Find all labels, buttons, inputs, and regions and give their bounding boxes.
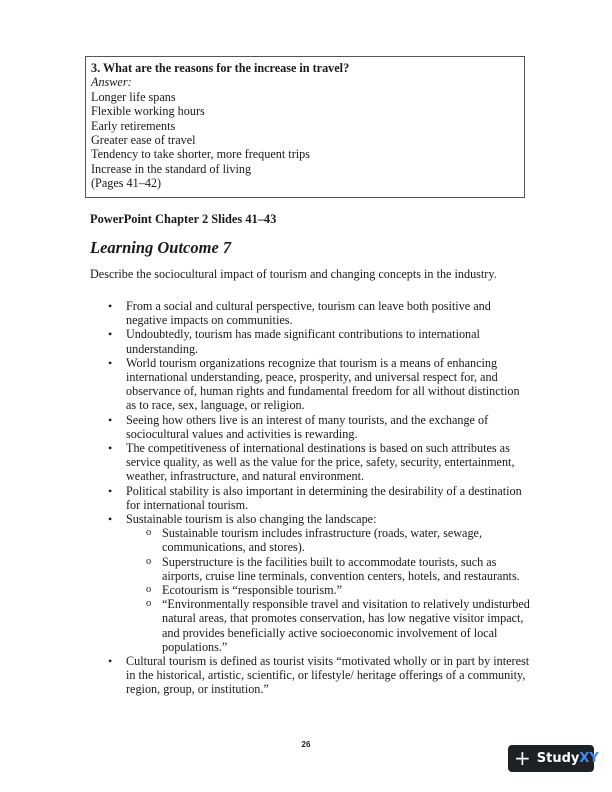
learning-outcome-description: Describe the sociocultural impact of tourism and changing concepts in the industry. (90, 267, 497, 281)
answer-page-ref: (Pages 41–42) (91, 176, 162, 191)
answer-line: Greater ease of travel (91, 133, 196, 148)
bullet-item: • From a social and cultural perspective, tourism can leave both positive and negative impacts on communities. (90, 299, 530, 327)
bullet-item-text: Sustainable tourism is also changing the landscape: (126, 512, 377, 527)
bullet-item-sustainable (90, 512, 530, 654)
answer-label: Answer: (91, 75, 132, 90)
answer-line: Flexible working hours (91, 104, 205, 119)
sub-bullet-item: o Sustainable tourism includes infrastructure (roads, water, sewage, communications, and stores). (126, 526, 530, 554)
sub-bullet-list (126, 526, 530, 654)
answer-line: Tendency to take shorter, more frequent trips (91, 147, 310, 162)
plus-icon: + (514, 745, 531, 770)
bullet-item: • The competitiveness of international destinations is based on such attributes as service quality, as well as the value for the price, safety, security, entertainment, weather, infrastructure, and natural environment. (90, 441, 530, 484)
sub-bullet-item: o “Environmentally responsible travel and visitation to relatively undisturbed natural areas, that promotes conservation, has low negative visitor impact, and provides beneficially active socioeconomic involvement of local populations.” (126, 597, 530, 654)
powerpoint-slides-reference: PowerPoint Chapter 2 Slides 41–43 (90, 212, 277, 226)
page-number: 26 (301, 740, 311, 749)
bullet-item: • World tourism organizations recognize that tourism is a means of enhancing international understanding, peace, prosperity, and universal respect for, and observance of, human rights and fundamental freedom for all without distinction as to race, sex, language, or religion. (90, 356, 530, 413)
answer-line: Early retirements (91, 118, 176, 133)
bullet-item: • Seeing how others live is an interest of many tourists, and the exchange of sociocultural values and activities is rewarding. (90, 413, 530, 441)
question-heading: 3. What are the reasons for the increase in travel? (91, 61, 350, 75)
answer-line: Increase in the standard of living (91, 161, 252, 176)
learning-outcome-heading: Learning Outcome 7 (90, 238, 232, 257)
badge-text-main: Study (536, 751, 580, 766)
bullet-item: • Cultural tourism is defined as tourist visits “motivated wholly or in part by interest in the historical, artistic, scientific, or lifestyle/ heritage offerings of a community, region, group, or institution.” (90, 654, 530, 697)
bullet-item: • Political stability is also important in determining the desirability of a destination for international tourism. (90, 484, 530, 512)
studyxy-badge[interactable] (508, 745, 599, 772)
bullet-list (90, 299, 530, 697)
sub-bullet-item: o Ecotourism is “responsible tourism.” (126, 583, 530, 597)
bullet-item: • Undoubtedly, tourism has made significant contributions to international understanding. (90, 327, 530, 355)
sub-bullet-item: o Superstructure is the facilities built to accommodate tourists, such as airports, cruise line terminals, convention centers, hotels, and restaurants. (126, 555, 530, 583)
question-box (85, 56, 525, 198)
badge-text-accent: XY (579, 751, 599, 766)
answer-line: Longer life spans (91, 89, 176, 104)
